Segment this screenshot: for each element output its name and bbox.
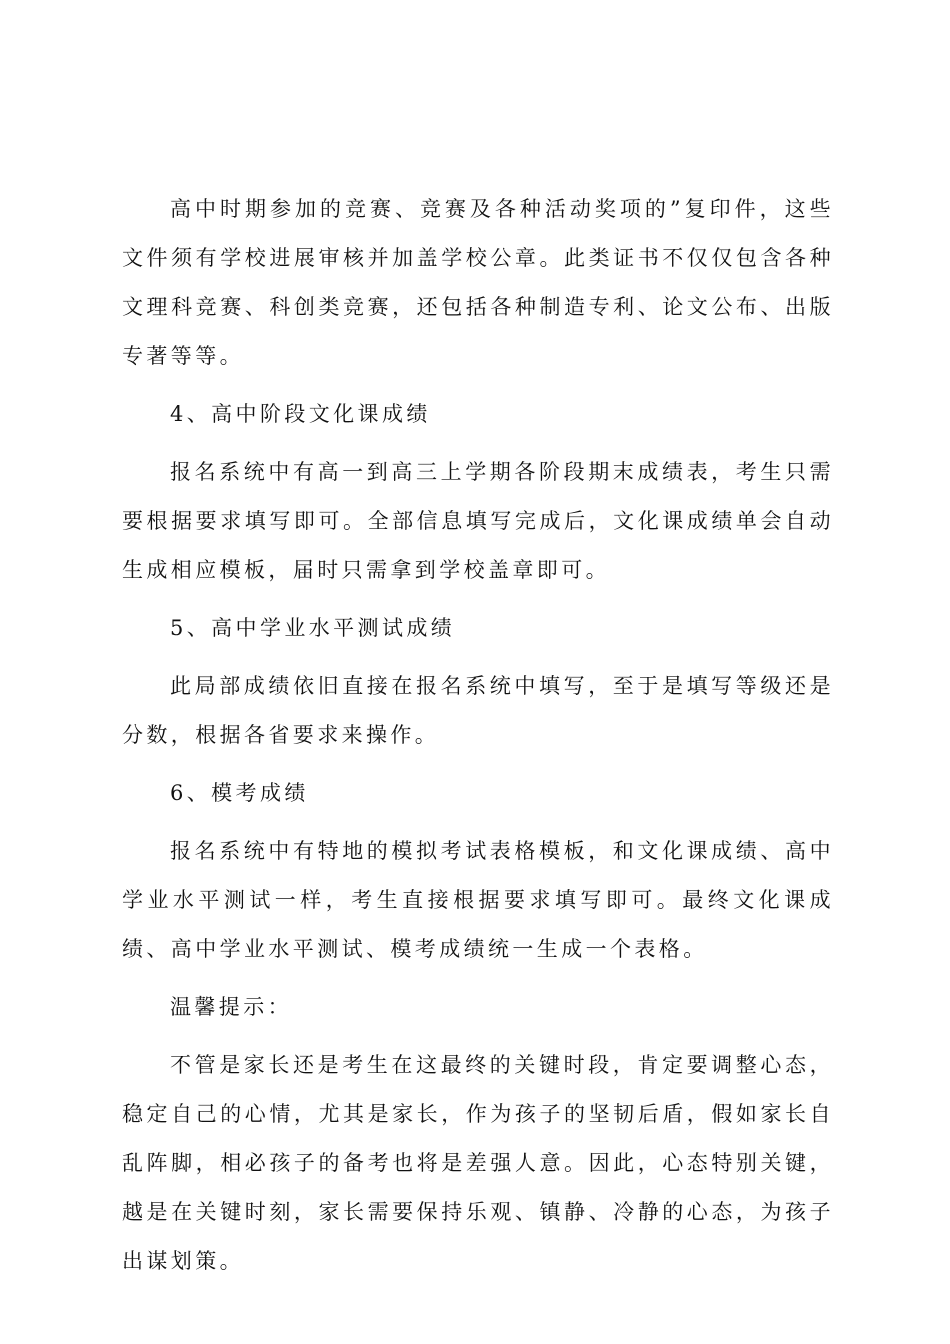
heading-tips: 温馨提示： bbox=[170, 995, 292, 1019]
heading-proficiency-test: 5、高中学业水平测试成绩 bbox=[170, 616, 456, 640]
heading-mock-exam: 6、模考成绩 bbox=[170, 781, 309, 805]
paragraph-tips: 不管是家长还是考生在这最终的关键时段，肯定要调整心态，稳定自己的心情，尤其是家长，作为孩子的坚韧后盾，假如家长自乱阵脚，相必孩子的备考也将是差强人意。因此，心态特别关键，越是在关键时刻，家长需要保持乐观、镇静、冷静的心态，为孩子出谋划策。 bbox=[122, 1053, 834, 1273]
paragraph-proficiency-test: 此局部成绩依旧直接在报名系统中填写，至于是填写等级还是分数，根据各省要求来操作。 bbox=[122, 674, 834, 747]
paragraph-certificates: 高中时期参加的竞赛、竞赛及各种活动奖项的”复印件，这些文件须有学校进展审核并加盖学校公章。此类证书不仅仅包含各种文理科竞赛、科创类竞赛，还包括各种制造专利、论文公布、出版专著等等。 bbox=[122, 197, 834, 368]
paragraph-culture-scores: 报名系统中有高一到高三上学期各阶段期末成绩表，考生只需要根据要求填写即可。全部信息填写完成后，文化课成绩单会自动生成相应模板，届时只需拿到学校盖章即可。 bbox=[122, 460, 834, 582]
heading-culture-scores: 4、高中阶段文化课成绩 bbox=[170, 402, 431, 426]
document-body bbox=[122, 185, 834, 1295]
paragraph-mock-exam: 报名系统中有特地的模拟考试表格模板，和文化课成绩、高中学业水平测试一样，考生直接根据要求填写即可。最终文化课成绩、高中学业水平测试、模考成绩统一生成一个表格。 bbox=[122, 839, 834, 961]
